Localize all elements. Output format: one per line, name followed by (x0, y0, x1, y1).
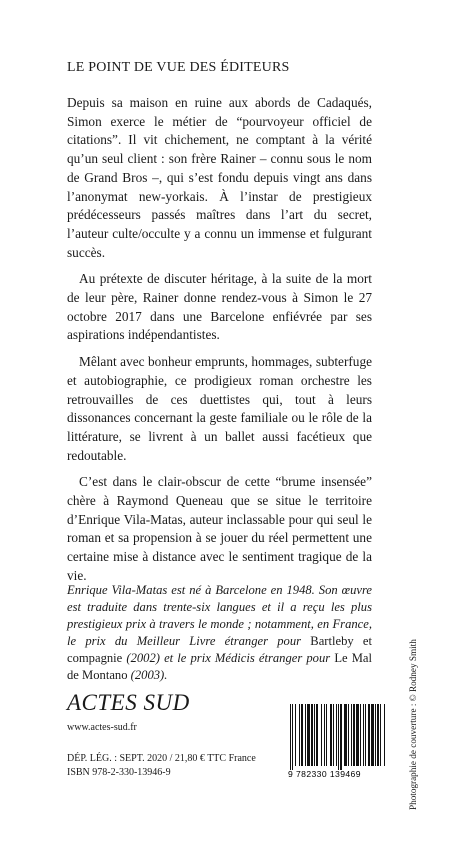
barcode-bar (375, 704, 376, 766)
barcode-bar (348, 704, 349, 766)
barcode-bar (299, 704, 300, 766)
barcode-bar (295, 704, 296, 766)
legal-info (67, 752, 256, 780)
barcode-bar (336, 704, 337, 766)
legal-deposit-price: DÉP. LÉG. : SEPT. 2020 / 21,80 € TTC France (67, 753, 256, 764)
author-bio (67, 582, 372, 684)
blurb (67, 94, 372, 594)
publisher-logo: ACTES SUD (67, 690, 190, 715)
publisher-website: www.actes-sud.fr (67, 722, 137, 733)
barcode-bar (344, 704, 347, 766)
barcode-bar (340, 704, 342, 770)
barcode-bar (371, 704, 374, 766)
barcode-bar (338, 704, 339, 770)
barcode-bar (351, 704, 352, 766)
blurb-paragraph-3: Mêlant avec bonheur emprunts, hommages, subterfuge et autobiographie, ce prodigieux roman orchestre les retrouvailles de ces duettistes qui, tout à leurs dissonances concernant la geste familiale ou le rôle de la littérature, se livrent à un ballet aussi facétieux que redoutable. (67, 354, 372, 463)
barcode-bar (305, 704, 306, 766)
barcode-digits: 9 782330 139469 (288, 769, 361, 779)
barcode-bar (365, 704, 366, 766)
barcode-bar (384, 704, 385, 766)
blurb-paragraph-1: Depuis sa maison en ruine aux abords de Cadaqués, Simon exerce le métier de “pourvoyeur officiel de citations”. Il vit chichement, ne comptant à la vérité qu’un seul client : son frère Rainer – connu sous le nom de Grand Bros –, qui s’est fondu depuis vingt ans dans l’anonymat new-yorkais. À l’instar de prestigieux prédécesseurs passés maîtres dans l’art du secret, l’auteur culte/occulte y a connu un immense et fulgurant succès. (67, 95, 372, 260)
barcode-bar (324, 704, 325, 766)
barcode-bar (353, 704, 355, 766)
author-bio-text-1: Enrique Vila-Matas est né à Barcelone en 1948. Son œuvre est traduite dans trente-six langues et il a reçu les plus prestigieux prix à travers le monde ; notamment, en France, le prix du Meilleur Livre étranger pour (67, 583, 372, 648)
barcode-bar (380, 704, 381, 766)
barcode-bar (311, 704, 313, 766)
barcode-bar (301, 704, 303, 766)
barcode-bar (290, 704, 291, 770)
barcode-bars (290, 704, 386, 770)
book-title-mal-de-montano: Le Mal de Montano (67, 651, 373, 682)
barcode-bar (377, 704, 379, 766)
barcode-bar (356, 704, 359, 766)
blurb-paragraph-2: Au prétexte de discuter héritage, à la suite de la mort de leur père, Rainer donne rendez-vous à Simon le 27 octobre 2017 dans une Barcelone enfiévrée par ses aspirations indépendantistes. (67, 271, 372, 343)
book-title-bartleby: Bartleby et compagnie (67, 634, 372, 665)
barcode-bar (363, 704, 364, 766)
barcode-bar (330, 704, 332, 766)
blurb-paragraph-4: C’est dans le clair-obscur de cette “brume insensée” chère à Raymond Queneau que se situe le territoire d’Enrique Vila-Matas, auteur inclassable pour qui seul le roman et sa propension à se jouer du réel permettent une certaine mise à distance avec le sentiment tragique de la vie. (67, 474, 372, 583)
barcode-bar (326, 704, 327, 766)
barcode-bar (333, 704, 334, 766)
barcode-bar (360, 704, 361, 766)
section-heading: LE POINT DE VUE DES ÉDITEURS (67, 60, 290, 75)
barcode-bar (292, 704, 293, 770)
barcode-bar (368, 704, 370, 766)
barcode-bar (307, 704, 310, 766)
cover-photo-credit: Photographie de couverture : © Rodney Smith (408, 639, 418, 810)
author-bio-text-3: (2003). (127, 668, 168, 682)
isbn: ISBN 978-2-330-13946-9 (67, 767, 171, 778)
barcode-bar (316, 704, 318, 766)
barcode (284, 702, 386, 780)
barcode-bar (314, 704, 315, 766)
author-bio-text-2: (2002) et le prix Médicis étranger pour (122, 651, 335, 665)
barcode-bar (321, 704, 322, 766)
